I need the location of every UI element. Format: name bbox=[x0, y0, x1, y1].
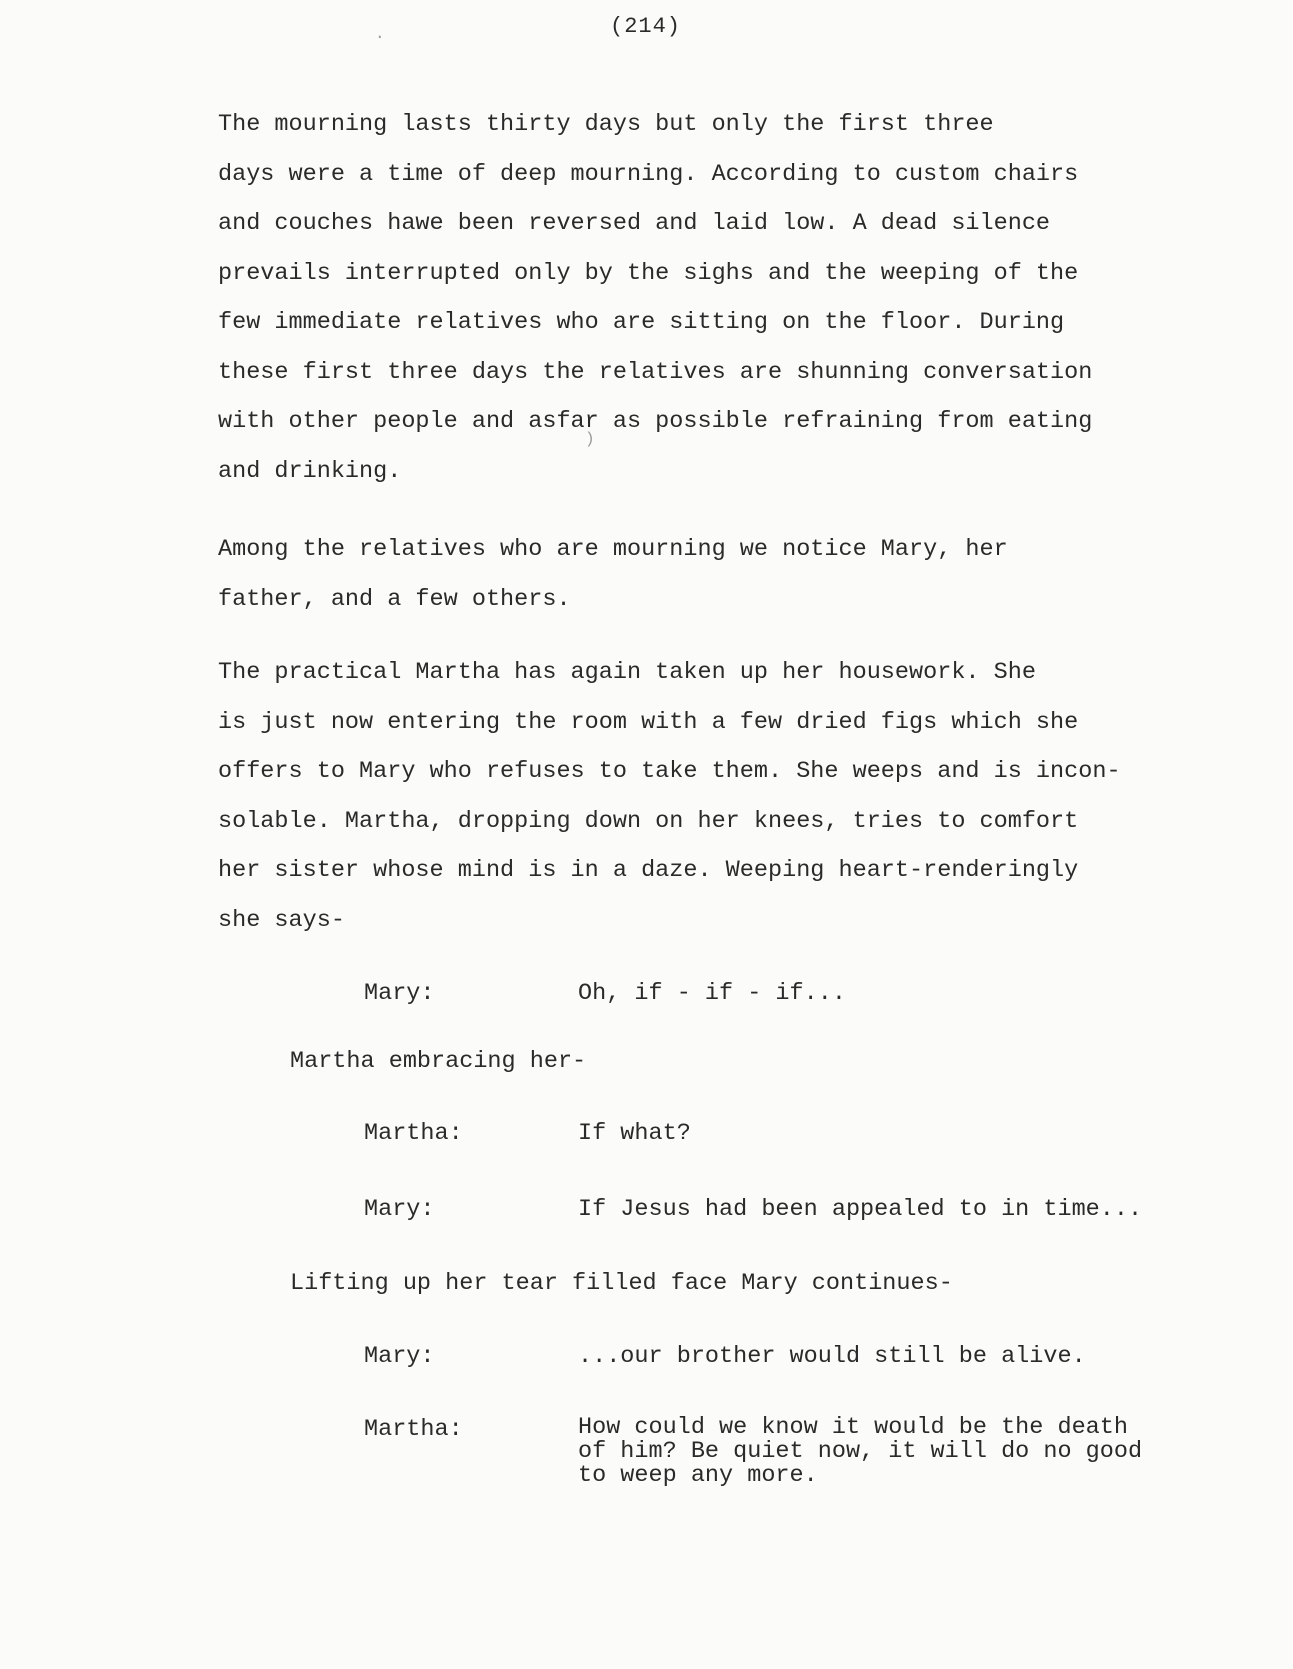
dialogue-speaker: Mary: bbox=[364, 1343, 435, 1370]
paragraph-mourning: The mourning lasts thirty days but only the first three days were a time of deep mourning. According to custom chairs and couches hawe been reversed and laid low. A dead silence prevails interrupted only by the sighs and the weeping of the few immediate relatives who are sitting on the floor. During these first three days the relatives are shunning conversation with other people and asfar as possible refraining from eating and drinking. bbox=[218, 111, 1093, 485]
dialogue-speaker: Martha: bbox=[364, 1416, 463, 1443]
paragraph-martha: The practical Martha has again taken up her housework. She is just now entering the room with a few dried figs which she offers to Mary who refuses to take them. She weeps and is incon- solable. Martha, dropping down on her knees, tries to comfort her sister whose mind is in a daze. Weeping heart-renderingly she says- bbox=[218, 659, 1121, 934]
dialogue-speaker: Mary: bbox=[364, 980, 435, 1007]
stray-ink-mark: ) bbox=[585, 430, 595, 448]
dialogue-speaker: Martha: bbox=[364, 1120, 463, 1147]
dialogue-speaker: Mary: bbox=[364, 1196, 435, 1223]
dialogue-text: If Jesus had been appealed to in time... bbox=[578, 1196, 1143, 1223]
stage-direction: Lifting up her tear filled face Mary continues- bbox=[290, 1270, 953, 1297]
paragraph-relatives: Among the relatives who are mourning we notice Mary, her father, and a few others. bbox=[218, 536, 1008, 613]
dialogue-text: Oh, if - if - if... bbox=[578, 980, 846, 1007]
stray-ink-mark: · bbox=[375, 28, 385, 46]
dialogue-text: ...our brother would still be alive. bbox=[578, 1343, 1086, 1370]
page-number: (214) bbox=[610, 14, 682, 39]
dialogue-text: How could we know it would be the death of him? Be quiet now, it will do no good to weep any more. bbox=[578, 1414, 1143, 1489]
stage-direction: Martha embracing her- bbox=[290, 1048, 587, 1075]
dialogue-text: If what? bbox=[578, 1120, 691, 1147]
